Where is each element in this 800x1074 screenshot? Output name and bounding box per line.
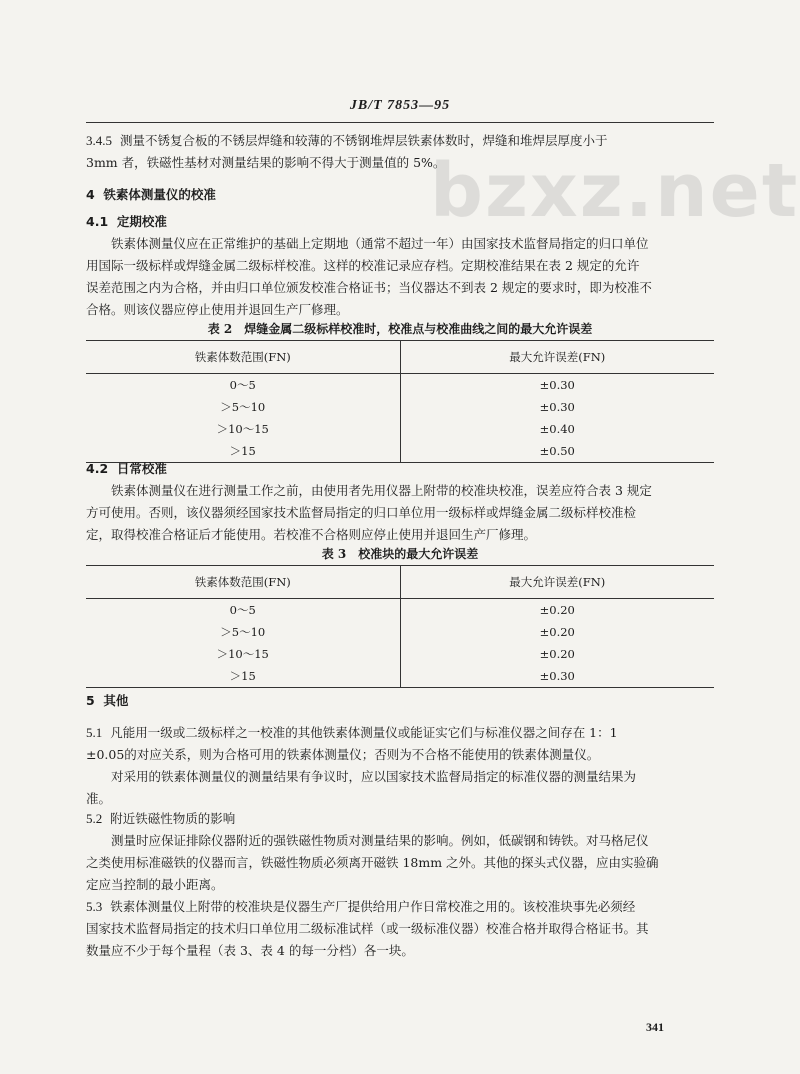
column-header: 最大允许误差(FN) [400, 341, 714, 374]
table-row [86, 418, 714, 440]
paragraph-line: ±0.05的对应关系，则为合格可用的铁素体测量仪；否则为不合格不能使用的铁素体测量仪。 [86, 747, 600, 762]
clause-number: 5.1 [86, 725, 103, 740]
clause-3-4-5 [86, 130, 714, 174]
paragraph-line: 铁素体测量仪应在正常维护的基础上定期地（通常不超过一年）由国家技术监督局指定的归口单位 [111, 236, 649, 251]
table-cell: 0～5 [86, 599, 400, 622]
paragraph-line: 对采用的铁素体测量仪的测量结果有争议时，应以国家技术监督局指定的标准仪器的测量结果为 [111, 769, 637, 784]
clause-title: 附近铁磁性物质的影响 [110, 811, 236, 826]
paragraph-line: 定应当控制的最小距离。 [86, 877, 224, 892]
paragraph-line: 铁素体测量仪在进行测量工作之前，由使用者先用仪器上附带的校准块校准，误差应符合表 3 规定 [111, 483, 652, 498]
clause-4-2 [86, 458, 714, 546]
paragraph-line: 凡能用一级或二级标样之一校准的其他铁素体测量仪或能证实它们与标准仪器之间存在 1：1 [110, 725, 618, 740]
paragraph-line: 测量不锈复合板的不锈层焊缝和较薄的不锈钢堆焊层铁素体数时，焊缝和堆焊层厚度小于 [119, 133, 608, 148]
table-row [86, 643, 714, 665]
table-cell: ＞15 [86, 665, 400, 688]
table-row [86, 665, 714, 688]
paragraph-line: 定，取得校准合格证后才能使用。若校准不合格则应停止使用并退回生产厂修理。 [86, 527, 537, 542]
paragraph-line: 合格。则该仪器应停止使用并退回生产厂修理。 [86, 302, 349, 317]
clause-number: 4.2 [86, 461, 109, 476]
table-cell: ±0.30 [400, 665, 714, 688]
page-number: 341 [646, 1020, 664, 1034]
paragraph-line: 测量时应保证排除仪器附近的强铁磁性物质对测量结果的影响。例如，低碳钢和铸铁。对马格尼仪 [111, 833, 649, 848]
table-cell: ＞15 [86, 440, 400, 463]
table-cell: ±0.40 [539, 422, 575, 436]
clause-number: 3.4.5 [86, 133, 112, 148]
clause-number: 5.2 [86, 811, 103, 826]
table-cell: ±0.20 [539, 647, 575, 661]
table-cell: ＞5～10 [86, 396, 400, 418]
section-number: 5 [86, 693, 95, 708]
table-cell: ±0.30 [539, 400, 575, 414]
table-row [86, 374, 714, 397]
table-cell: ±0.20 [539, 625, 575, 639]
table-row [86, 621, 714, 643]
paragraph-line: 之类使用标准磁铁的仪器而言，铁磁性物质必须离开磁铁 18mm 之外。其他的探头式仪器，应由实验确 [86, 855, 659, 870]
section-4-heading [86, 184, 714, 206]
clause-title: 日常校准 [116, 461, 167, 476]
clause-number: 5.3 [86, 899, 103, 914]
table-cell: ＞10～15 [86, 418, 400, 440]
table-cell: ＞5～10 [86, 621, 400, 643]
table-cell: ±0.50 [400, 440, 714, 463]
section-number: 4 [86, 187, 95, 202]
table-cell: ±0.20 [539, 603, 575, 617]
standard-header: JB/T 7853—95 [349, 98, 451, 113]
table-2-caption: 表 2 焊缝金属二级标样校准时，校准点与校准曲线之间的最大允许误差 [207, 322, 593, 336]
table-2 [86, 340, 714, 463]
section-5-heading [86, 690, 714, 712]
column-header: 铁素体数范围(FN) [86, 566, 400, 599]
clause-5-2 [86, 808, 714, 896]
table-row [86, 396, 714, 418]
paragraph-line: 3mm 者，铁磁性基材对测量结果的影响不得大于测量值的 5%。 [86, 155, 446, 170]
paragraph-line: 方可使用。否则，该仪器须经国家技术监督局指定的归口单位用一级标样或焊缝金属二级标样校准检 [86, 505, 637, 520]
clause-5-3 [86, 896, 714, 962]
watermark: bzxz.net [430, 148, 800, 234]
paragraph-line: 国家技术监督局指定的技术归口单位用二级标准试样（或一级标准仪器）校准合格并取得合格证书。其 [86, 921, 649, 936]
section-title: 其他 [103, 693, 129, 708]
clause-5-1 [86, 722, 714, 810]
clause-number: 4.1 [86, 214, 109, 229]
header-rule [86, 122, 714, 123]
table-cell: 0～5 [86, 374, 400, 397]
table-cell: ±0.30 [539, 378, 575, 392]
paragraph-line: 误差范围之内为合格，并由归口单位颁发校准合格证书；当仪器达不到表 2 规定的要求时，即为校准不 [86, 280, 652, 295]
clause-4-1 [86, 211, 714, 321]
section-title: 铁素体测量仪的校准 [103, 187, 216, 202]
paragraph-line: 用国际一级标样或焊缝金属二级标样校准。这样的校准记录应存档。定期校准结果在表 2 规定的允许 [86, 258, 640, 273]
table-3-caption: 表 3 校准块的最大允许误差 [321, 547, 479, 561]
paragraph-line: 铁素体测量仪上附带的校准块是仪器生产厂提供给用户作日常校准之用的。该校准块事先必须经 [110, 899, 636, 914]
table-row [86, 599, 714, 622]
paragraph-line: 数量应不少于每个量程（表 3、表 4 的每一分档）各一块。 [86, 943, 414, 958]
table-3 [86, 565, 714, 688]
paragraph-line: 准。 [86, 791, 112, 806]
clause-title: 定期校准 [116, 214, 167, 229]
column-header: 铁素体数范围(FN) [86, 341, 400, 374]
column-header: 最大允许误差(FN) [400, 566, 714, 599]
table-cell: ＞10～15 [86, 643, 400, 665]
